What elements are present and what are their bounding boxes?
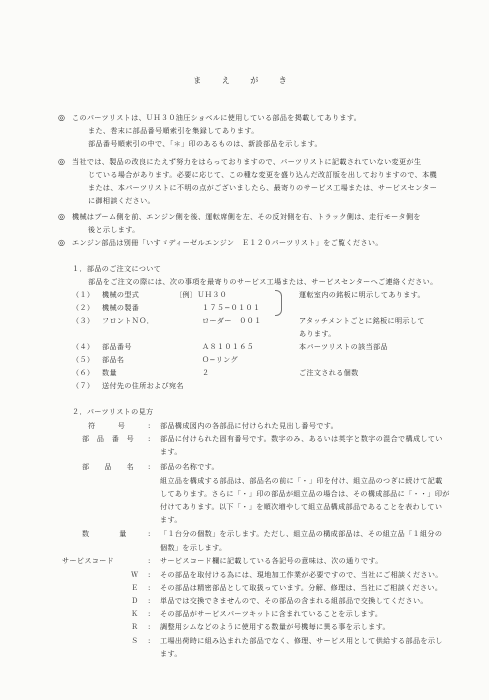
code-desc: 単品では交換できませんので、その部品の含まれる組部品で交換してください。 (160, 596, 428, 605)
intro-line: このパーツリストは、ＵＨ３０油圧ショベルに使用している部品を掲載してあります。 (72, 113, 362, 122)
term-colon: : (148, 421, 151, 430)
term-desc: 「１台分の個数」を示します。ただし、組立品の構成部品は、その組立品「１組分の (160, 529, 443, 538)
bullet-mark: ◎ (58, 238, 65, 247)
order-item-label: フロントＮＯ． (102, 316, 155, 325)
term-label: 部 品 番 号 (82, 434, 135, 443)
order-item-value: 〔例〕ＵＨ３０ (175, 290, 228, 299)
term-colon: : (148, 570, 151, 579)
bracket-line (275, 290, 282, 316)
code-desc: その部品がサービスパーツキットに含まれていることを示します。 (160, 609, 383, 618)
page-title: ま え が き (193, 76, 296, 85)
order-item-note: アタッチメントごとに銘板に明示して (299, 316, 425, 325)
order-item-note: ご注文される個数 (299, 368, 359, 377)
service-code: Ｅ (131, 583, 139, 592)
order-item-num: （６） (72, 368, 95, 377)
section-heading: １．部品のご注文について (72, 264, 162, 273)
term-desc: 個数」を示します。 (160, 543, 227, 552)
term-colon: : (148, 622, 151, 631)
term-desc: 組立品を構成する部品は、部品名の前に「・」印を付け、組立品のつぎに続けて記載 (160, 476, 443, 485)
term-desc: サービスコード欄に記載している各記号の意味は、次の通りです。 (160, 556, 383, 565)
order-item-value: Ｏ−リング (202, 355, 238, 364)
term-colon: : (148, 596, 151, 605)
term-label: 数 量 (82, 529, 127, 538)
section-heading: ２．パーツリストの見方 (72, 407, 154, 416)
order-item-value: １７５−０１０１ (202, 303, 261, 312)
order-item-num: （７） (72, 381, 95, 390)
order-item-value: ローダー ００１ (202, 316, 262, 325)
order-item-num: （２） (72, 303, 95, 312)
term-label: サービスコード (62, 556, 115, 565)
term-desc: 部品に付けられた固有番号です。数字のみ、あるいは英字と数字の混合で構成してい (160, 434, 443, 443)
service-code: Ｓ (131, 636, 139, 645)
order-item-label: 機械の型式 (102, 290, 140, 299)
order-item-value: ２ (202, 368, 210, 377)
term-colon: : (148, 556, 151, 565)
order-item-num: （４） (72, 342, 95, 351)
code-desc: 調整用シムなどのように使用する数量が号機毎に異る事を示します。 (160, 622, 390, 631)
intro-line: エンジン部品は別冊「いすゞディーゼルエンジン Ｅ１２０パーツリスト」をご覧ください。 (72, 238, 383, 247)
term-desc: 部品構成図内の各部品に付けられた見出し番号です。 (160, 421, 339, 430)
term-desc: 付けてあります。以下「・」を順次増やして組立品構成部品であることを表わしてい (160, 502, 443, 511)
bullet-mark: ◎ (58, 113, 65, 122)
term-label: 符 号 (88, 421, 126, 430)
order-item-label: 機械の製番 (102, 303, 140, 312)
term-desc: ます。 (160, 447, 182, 456)
code-desc: その部品を取付ける為には、現地加工作業が必要ですので、当社にご相談ください。 (160, 570, 443, 579)
order-item-label: 数量 (102, 368, 117, 377)
term-colon: : (148, 609, 151, 618)
intro-line: 部品番号順索引の中で、「＊」印のあるものは、新設部品を示します。 (88, 139, 322, 148)
code-desc: その部品は精密部品として取扱っています。分解、修理は、当社にご相談ください。 (160, 583, 443, 592)
term-colon: : (148, 462, 151, 471)
service-code: Ｒ (131, 622, 139, 631)
order-item-label: 送付先の住所および宛名 (102, 381, 184, 390)
term-colon: : (148, 434, 151, 443)
term-desc: 部品の名称です。 (160, 462, 219, 471)
intro-line: 後と示します。 (88, 225, 140, 234)
order-item-label: 部品番号 (102, 342, 132, 351)
intro-line: または、本パーツリストに不明の点がございましたら、最寄りのサービス工場または、サービスセンター (88, 183, 438, 192)
service-code: Ｋ (131, 609, 139, 618)
order-item-num: （５） (72, 355, 95, 364)
service-code: Ｗ (131, 570, 139, 579)
term-colon: : (148, 636, 151, 645)
intro-line: に御相談ください。 (88, 196, 155, 205)
code-desc: 工場出荷時に組み込まれた部品でなく、修理、サービス用として供給する部品を示し (160, 636, 443, 645)
section-lead: 部品をご注文の際には、次の事項を最寄りのサービス工場または、サービスセンターへご連絡ください。 (88, 277, 438, 286)
bullet-mark: ◎ (58, 157, 65, 166)
code-desc: ます。 (160, 649, 182, 658)
intro-line: 機械はブーム側を前、エンジン側を後、運転席側を左、その反対側を右、トラック側は、走行モータ側を (72, 212, 421, 221)
intro-line: また、巻末に部品番号順索引を集録してあります。 (88, 126, 259, 135)
order-item-note: 本パーツリストの該当部品 (299, 342, 388, 351)
term-label: 部 品 名 (82, 462, 135, 471)
order-item-num: （１） (72, 290, 95, 299)
term-desc: ます。 (160, 515, 182, 524)
term-colon: : (148, 529, 151, 538)
order-item-note: 運転室内の銘板に明示してあります。 (299, 290, 425, 299)
intro-line: じている場合があります。必要に応じて、この種な変更を盛り込んだ改訂版を出しておりますので、本機 (88, 170, 438, 179)
intro-line: 当社では、製品の改良にたえず努力をはらっておりますので、パーツリストに記載されていない変更が生 (72, 157, 422, 166)
order-item-num: （３） (72, 316, 95, 325)
service-code: Ｄ (131, 596, 139, 605)
order-item-value: Ａ８１０１６５ (202, 342, 255, 351)
term-desc: してあります。さらに「・」印の部品が組立品の場合は、その構成部品に「・・」印が (160, 489, 450, 498)
bullet-mark: ◎ (58, 212, 65, 221)
term-colon: : (148, 583, 151, 592)
order-item-label: 部品名 (102, 355, 125, 364)
order-item-note: あります。 (299, 329, 336, 338)
